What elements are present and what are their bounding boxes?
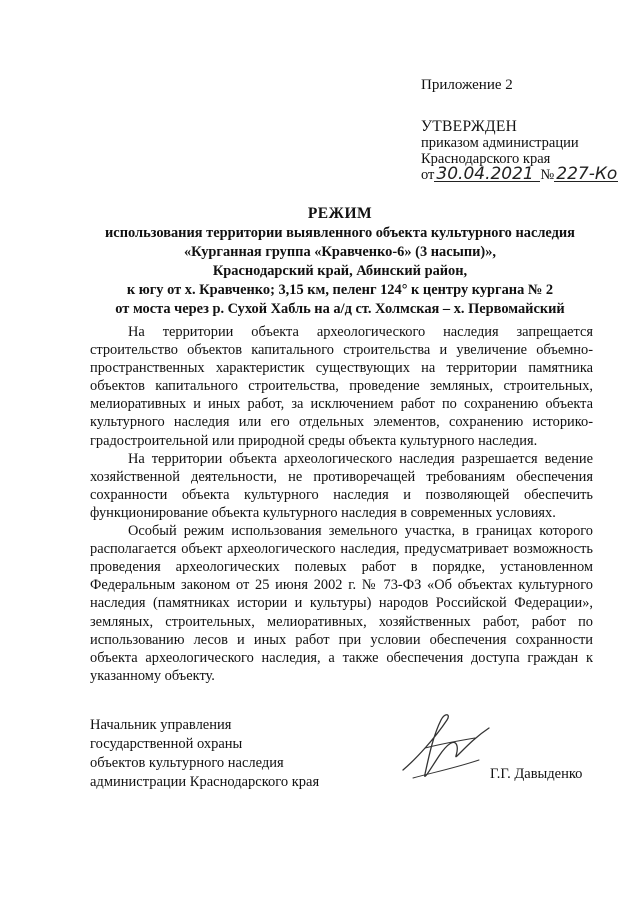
- signer-name: Г.Г. Давыденко: [490, 766, 583, 782]
- body-paragraph-1: На территории объекта археологического наследия запрещается строительство объектов капитального строительства и увеличение объемно-пространственных характеристик существующих на территории памятника объектов капитального строительства, проведение земляных, строительных, мелиоративных и иных работ, за исключением работ по сохранению объекта культурного наследия или его отдельных элементов, сохранению историко-градостроительной или природной среды объекта культурного наследия.: [90, 324, 593, 449]
- appendix-label: Приложение 2: [421, 77, 513, 93]
- title-main: РЕЖИМ: [307, 205, 373, 222]
- signatory-title: [90, 716, 319, 792]
- title-line-5: от моста через р. Сухой Хабль на а/д ст. Холмская – х. Первомайский: [115, 301, 565, 317]
- approved-heading: УТВЕРЖДЕН: [421, 118, 518, 135]
- signatory-title-line-3: объектов культурного наследия: [90, 755, 284, 771]
- title-line-3: Краснодарский край, Абинский район,: [212, 263, 468, 279]
- title-line-4: к югу от х. Кравченко; 3,15 км, пеленг 124° к центру кургана № 2: [126, 282, 554, 298]
- title-line-1: использования территории выявленного объекта культурного наследия: [105, 225, 575, 241]
- handwritten-number: 227-Ко: [556, 164, 618, 184]
- document-title: [60, 204, 620, 319]
- approval-line-2: Краснодарского края: [421, 151, 551, 167]
- approval-date-line: [421, 164, 618, 184]
- handwritten-date: 30.04.2021: [434, 167, 540, 182]
- handwritten-signature: [395, 708, 495, 788]
- body-paragraph-3: Особый режим использования земельного участка, в границах которого располагается объект археологического наследия, предусматривает возможность проведения археологических полевых работ в порядке, установленном Федеральным законом от 25 июня 2002 г. № 73-ФЗ «Об объектах культурного наследия (памятниках истории и культуры) народов Российской Федерации», земляных, строительных, мелиоративных, хозяйственных работ, работ по использованию лесов и иных работ при условии обеспечения сохранности объекта археологического наследия, а также обеспечения доступа граждан к указанному объекту.: [90, 523, 593, 684]
- body-text: [90, 323, 593, 685]
- title-line-2: «Курганная группа «Кравченко-6» (3 насыпи)»,: [183, 244, 497, 260]
- body-paragraph-2: На территории объекта археологического наследия разрешается ведение хозяйственной деятельности, не противоречащей требованиям обеспечения сохранности объекта культурного наследия и позволяющей обеспечить функционирование объекта культурного наследия в современных условиях.: [90, 450, 593, 521]
- signatory-title-line-1: Начальник управления: [90, 717, 232, 733]
- signatory-title-line-4: администрации Краснодарского края: [90, 774, 320, 790]
- date-prefix: от: [421, 167, 435, 183]
- approval-line-1: приказом администрации: [421, 135, 579, 151]
- signatory-title-line-2: государственной охраны: [90, 736, 243, 752]
- number-sign: №: [540, 167, 555, 183]
